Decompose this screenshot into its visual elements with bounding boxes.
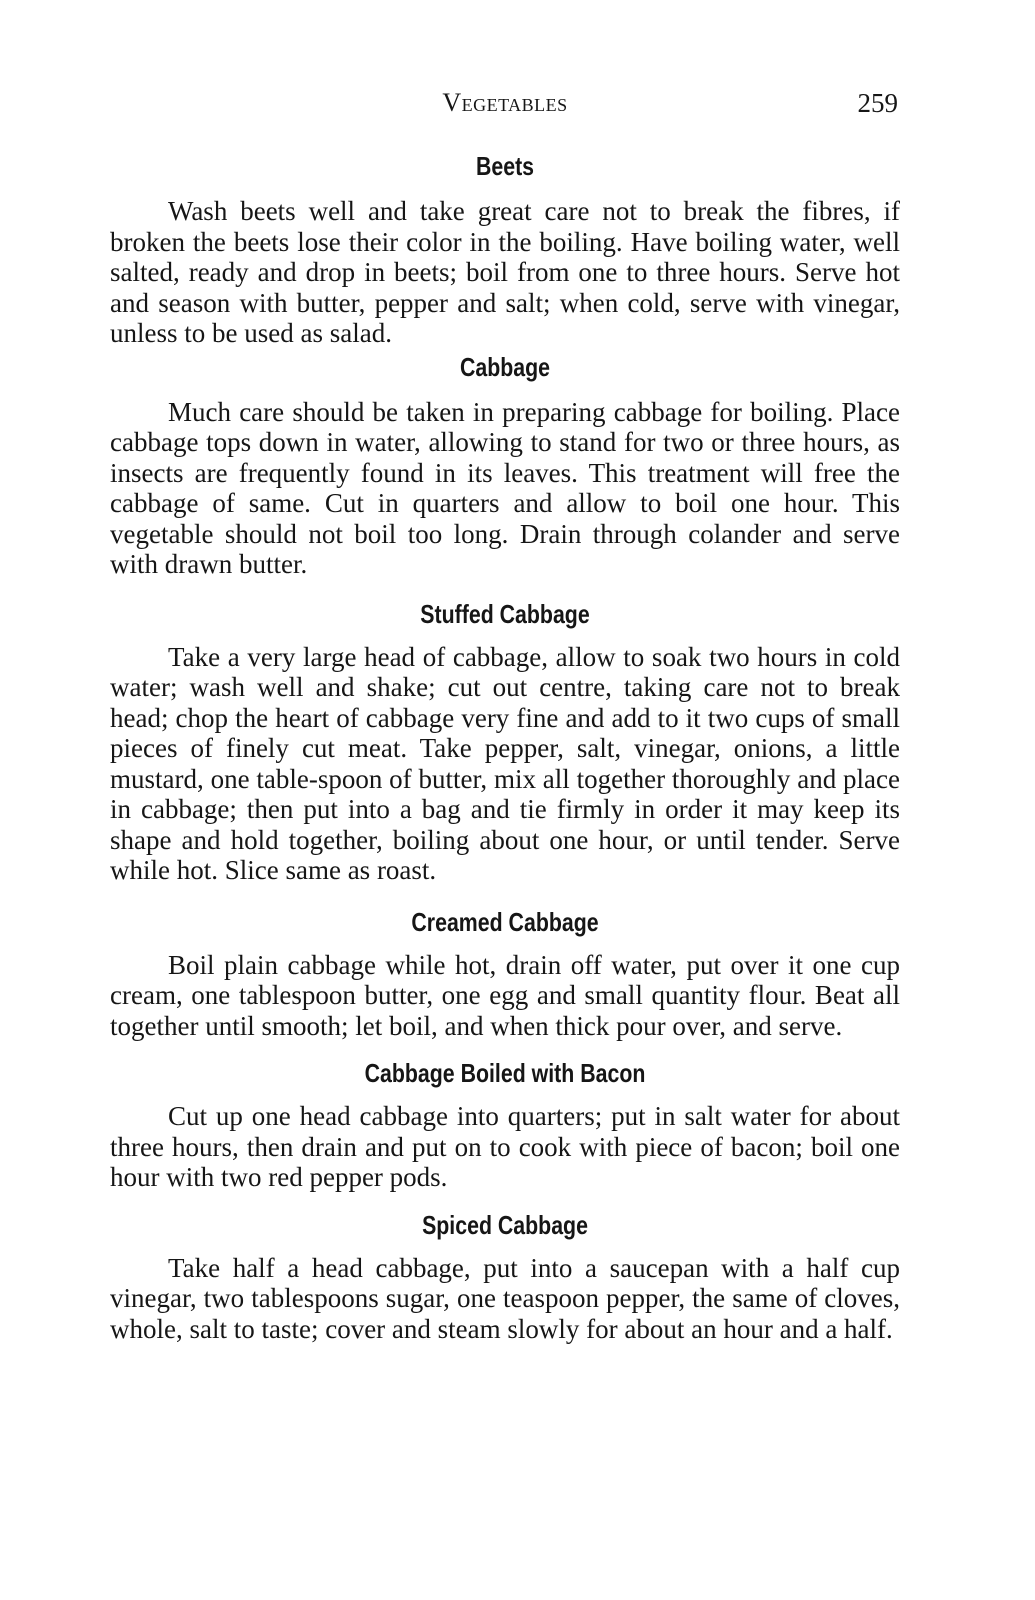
book-page (110, 80, 900, 1344)
section-text-beets: Wash beets well and take great care not to break the fibres, if broken the beets lose their color in the boiling. Have boiling water, well salted, ready and drop in beets; boil from one to three hours. Serve hot and season with butter, pepper and salt; when cold, serve with vinegar, unless to be used as salad. (110, 196, 900, 348)
section-heading-spiced-cabbage: Spiced Cabbage (422, 1209, 588, 1240)
running-title: Vegetables (442, 88, 568, 117)
section-heading-creamed-cabbage: Creamed Cabbage (411, 906, 599, 937)
section-text-spiced-cabbage: Take half a head cabbage, put into a saucepan with a half cup vinegar, two tablespoons sugar, one teaspoon pepper, the same of cloves, whole, salt to taste; cover and steam slowly for about an hour and a half. (110, 1252, 900, 1344)
section-text-creamed-cabbage: Boil plain cabbage while hot, drain off water, put over it one cup cream, one tablespoon butter, one egg and small quantity flour. Beat all together until smooth; let boil, and when thick pour over, and serve. (110, 949, 900, 1041)
page-number: 259 (857, 88, 898, 118)
section-text-cabbage: Much care should be taken in preparing cabbage for boiling. Place cabbage tops down in water, allowing to stand for two or three hours, as insects are frequently found in its leaves. This treatment will free the cabbage of same. Cut in quarters and allow to boil one hour. This vegetable should not boil too long. Drain through colander and serve with drawn butter. (110, 396, 900, 579)
section-heading-cabbage: Cabbage (459, 351, 551, 382)
section-heading-cabbage-with-bacon: Cabbage Boiled with Bacon (364, 1058, 646, 1088)
section-heading-beets: Beets (475, 151, 535, 181)
section-text-cabbage-with-bacon: Cut up one head cabbage into quarters; put in salt water for about three hours, then drain and put on to cook with piece of bacon; boil one hour with two red pepper pods. (110, 1101, 900, 1192)
section-text-stuffed-cabbage: Take a very large head of cabbage, allow to soak two hours in cold water; wash well and shake; cut out centre, taking care not to break head; chop the heart of cabbage very fine and add to it two cups of small pieces of finely cut meat. Take pepper, salt, vinegar, onions, a little mustard, one table-spoon of butter, mix all together thoroughly and place in cabbage; then put into a bag and tie firmly in order it may keep its shape and hold together, boiling about one hour, or until tender. Serve while hot. Slice same as roast. (110, 641, 900, 885)
running-header (110, 80, 900, 130)
section-heading-stuffed-cabbage: Stuffed Cabbage (420, 598, 590, 629)
